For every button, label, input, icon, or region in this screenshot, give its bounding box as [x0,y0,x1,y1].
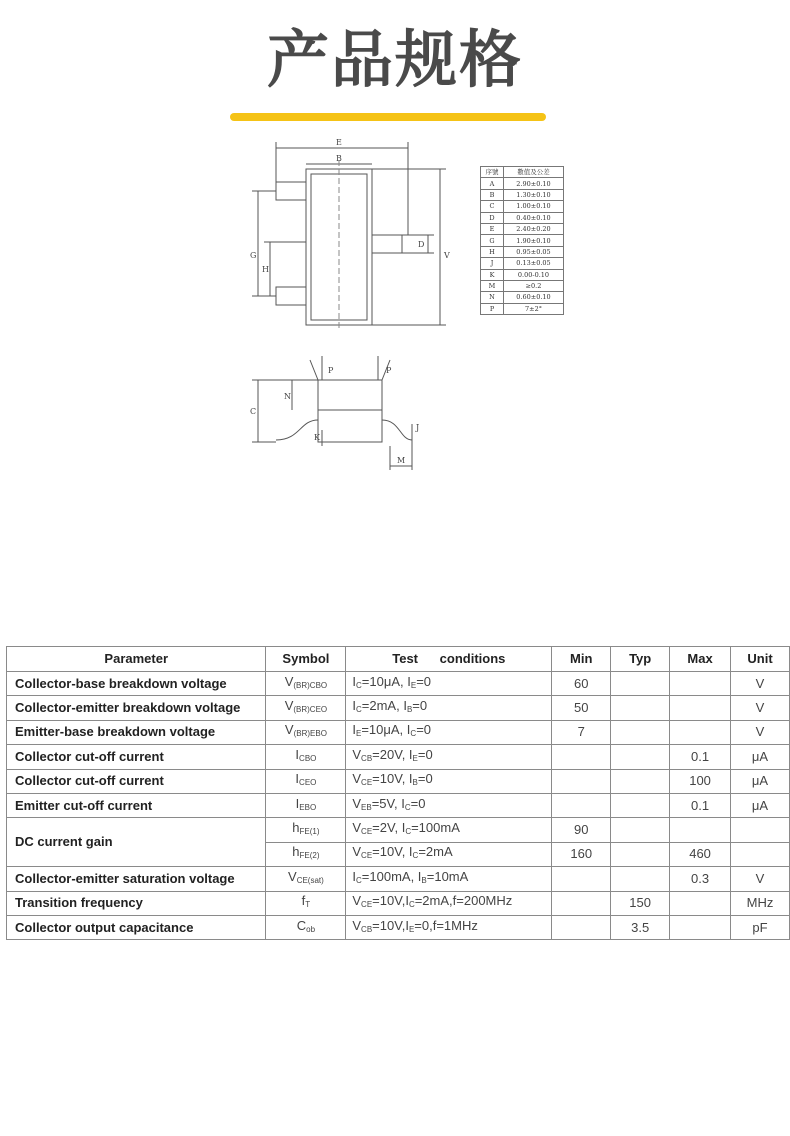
label-d: D [418,240,425,249]
symbol-cell [266,672,346,696]
table-row [7,769,790,793]
test-conditions-cell [346,793,552,817]
symbol-base: V [284,698,294,714]
parameter-cell: Collector cut-off current [7,745,266,769]
dimension-value: 2.40±0.20 [504,223,564,234]
symbol-base: h [292,844,300,860]
min-cell [552,915,611,939]
cond-part: V [352,893,362,909]
unit-cell: V [731,696,790,720]
dimension-value: ≥0.2 [504,280,564,291]
symbol-cell [266,818,346,842]
min-cell [552,793,611,817]
spec-table [6,646,790,940]
header-symbol: Symbol [266,647,346,672]
parameter-cell: Emitter-base breakdown voltage [7,720,266,744]
symbol-subscript: (BR)CBO [293,680,328,690]
cond-part: =0,f=1MHz [414,917,478,933]
table-row [7,672,790,696]
dimension-index: E [481,223,504,234]
dimension-row [481,246,564,257]
dimension-value: 0.00-0.10 [504,269,564,280]
dimension-row [481,292,564,303]
label-g: G [250,251,257,260]
cond-part: =0 [412,698,428,714]
cond-subscript: CE [361,827,373,837]
max-cell [670,696,731,720]
parameter-cell: Collector output capacitance [7,915,266,939]
cond-part: =100mA, I [361,868,422,884]
parameter-cell: Collector-base breakdown voltage [7,672,266,696]
cond-subscript: C [408,900,415,910]
max-cell [670,672,731,696]
max-cell: 0.3 [670,867,731,891]
unit-cell: pF [731,915,790,939]
cond-part: V [352,771,362,787]
symbol-base: I [295,771,300,787]
dimension-index: C [481,201,504,212]
cond-part: V [352,795,362,811]
symbol-subscript: CE(sat) [296,875,324,885]
min-cell [552,745,611,769]
cond-subscript: B [406,705,413,715]
parameter-cell: Transition frequency [7,891,266,915]
symbol-subscript: EBO [299,802,317,812]
dimension-value: 2.90±0.10 [504,178,564,189]
parameter-cell: Emitter cut-off current [7,793,266,817]
dimension-row [481,212,564,223]
unit-cell: μA [731,745,790,769]
symbol-subscript: (BR)CEO [293,705,328,715]
dimension-index: B [481,189,504,200]
label-k: K [314,433,320,442]
label-p-right: P [386,366,392,375]
label-j: J [416,423,420,432]
symbol-cell [266,842,346,866]
lead-side-left [276,420,318,440]
symbol-base: V [284,722,294,738]
label-v: V [444,251,450,260]
cond-subscript: C [412,851,419,861]
symbol-base: I [295,795,300,811]
dimension-index: A [481,178,504,189]
symbol-base: C [296,917,307,933]
unit-cell: MHz [731,891,790,915]
spec-rows [7,672,790,940]
symbol-cell [266,867,346,891]
cond-part: I [352,722,356,738]
lead-left-bottom [276,287,306,305]
cond-part: I [352,673,356,689]
cond-part: V [352,917,362,933]
min-cell: 50 [552,696,611,720]
dimension-value: 0.95±0.05 [504,246,564,257]
header-unit: Unit [731,647,790,672]
typ-cell [611,842,670,866]
table-row [7,793,790,817]
symbol-subscript: T [305,900,311,910]
cond-part: =10mA [426,868,469,884]
header-test-conditions: Test conditions [346,647,552,672]
cond-subscript: E [408,924,415,934]
lead-left-top [276,182,306,200]
typ-cell [611,672,670,696]
symbol-subscript: CBO [299,753,317,763]
dimension-index: J [481,258,504,269]
dimension-value: 0.60±0.10 [504,292,564,303]
test-conditions-cell [346,769,552,793]
cond-part: =10V,I [372,917,409,933]
cond-part: =0 [410,795,426,811]
typ-cell [611,745,670,769]
typ-cell [611,720,670,744]
table-row [7,915,790,939]
min-cell: 160 [552,842,611,866]
cond-part: =0 [416,673,432,689]
cond-part: I [352,698,356,714]
cond-subscript: B [412,778,418,788]
symbol-cell [266,793,346,817]
cond-subscript: CE [361,778,373,788]
dimension-row [481,280,564,291]
test-conditions-cell [346,672,552,696]
min-cell: 60 [552,672,611,696]
typ-cell [611,793,670,817]
cond-subscript: C [356,875,362,885]
dimension-index: K [481,269,504,280]
dimension-value: 0.40±0.10 [504,212,564,223]
dimension-value: 1.30±0.10 [504,189,564,200]
typ-cell: 3.5 [611,915,670,939]
cond-part: =10V, I [372,844,413,860]
symbol-subscript: (BR)EBO [293,729,327,739]
dimension-row [481,235,564,246]
parameter-cell: Collector cut-off current [7,769,266,793]
label-c: C [250,407,257,416]
symbol-subscript: ob [306,924,316,934]
label-n: N [284,392,291,401]
min-cell [552,867,611,891]
cond-part: =10μA, I [361,673,411,689]
dimension-index: P [481,303,504,314]
cond-part: =10V,I [372,893,409,909]
dimension-header-row [481,167,564,178]
table-row [7,818,790,842]
cond-part: =2mA,f=200MHz [414,893,513,909]
lead-side-right [382,420,412,440]
label-b: B [336,154,342,163]
unit-cell: V [731,672,790,696]
max-cell: 100 [670,769,731,793]
unit-cell: μA [731,769,790,793]
cond-part: =100mA [411,820,460,836]
test-conditions-cell [346,891,552,915]
cond-subscript: E [410,680,417,690]
parameter-cell: Collector-emitter breakdown voltage [7,696,266,720]
typ-cell [611,696,670,720]
cond-subscript: E [356,729,362,739]
symbol-subscript: CEO [299,778,317,788]
symbol-cell [266,696,346,720]
dimension-table [480,166,564,315]
symbol-base: f [301,893,306,909]
cond-part: =0 [417,746,433,762]
unit-cell: μA [731,793,790,817]
dimension-row [481,258,564,269]
dimension-rows [481,178,564,315]
test-conditions-cell [346,842,552,866]
typ-cell [611,818,670,842]
parameter-cell: DC current gain [7,818,266,867]
cond-part: =10μA, I [361,722,411,738]
symbol-base: V [284,673,294,689]
spec-header-row [7,647,790,672]
symbol-cell [266,745,346,769]
header-max: Max [670,647,731,672]
cond-part: V [352,746,362,762]
cond-part: =2mA, I [361,698,407,714]
dimension-row [481,189,564,200]
page-title: 产品规格 [266,23,523,96]
symbol-cell [266,891,346,915]
max-cell: 460 [670,842,731,866]
cond-subscript: B [421,875,427,885]
dimension-row [481,303,564,314]
cond-part: =0 [417,771,433,787]
test-conditions-cell [346,818,552,842]
table-row [7,720,790,744]
cond-subscript: C [356,680,362,690]
cond-subscript: CB [361,753,373,763]
test-conditions-cell [346,720,552,744]
max-cell [670,818,731,842]
dimension-index: N [481,292,504,303]
dimension-row [481,269,564,280]
dimension-value: 7±2° [504,303,564,314]
lead-right [372,235,402,253]
header-typ: Typ [611,647,670,672]
table-row [7,745,790,769]
typ-cell: 150 [611,891,670,915]
dimension-row [481,201,564,212]
dimension-value: 0.13±0.05 [504,258,564,269]
parameter-cell: Collector-emitter saturation voltage [7,867,266,891]
label-h: H [262,265,269,274]
symbol-cell [266,720,346,744]
cond-subscript: E [412,753,418,763]
unit-cell: V [731,867,790,891]
cond-part: =0 [416,722,432,738]
symbol-subscript: FE(1) [299,827,320,837]
test-conditions-cell [346,867,552,891]
cond-part: =5V, I [371,795,405,811]
label-m: M [397,456,406,465]
cond-subscript: CE [361,851,373,861]
cond-subscript: C [404,802,411,812]
symbol-subscript: FE(2) [299,851,320,861]
table-row [7,867,790,891]
cond-part: =20V, I [372,746,413,762]
cond-part: =10V, I [372,771,413,787]
symbol-base: I [295,746,300,762]
dimension-row [481,178,564,189]
symbol-base: V [288,868,297,884]
min-cell [552,891,611,915]
min-cell: 7 [552,720,611,744]
dimension-row [481,223,564,234]
max-cell: 0.1 [670,745,731,769]
test-conditions-cell [346,745,552,769]
typ-cell [611,769,670,793]
table-row [7,891,790,915]
max-cell [670,720,731,744]
label-e: E [336,138,342,147]
label-p-left: P [328,366,334,375]
test-conditions-cell [346,915,552,939]
max-cell [670,915,731,939]
cond-subscript: C [410,729,417,739]
header-min: Min [552,647,611,672]
min-cell: 90 [552,818,611,842]
unit-cell [731,818,790,842]
cond-subscript: EB [361,802,372,812]
unit-cell [731,842,790,866]
typ-cell [611,867,670,891]
package-side-body [318,380,382,442]
test-conditions-cell [346,696,552,720]
symbol-cell [266,915,346,939]
dimension-header-index: 序號 [481,167,504,178]
symbol-cell [266,769,346,793]
cond-part: I [352,868,356,884]
cond-part: V [352,820,362,836]
cond-part: V [352,844,362,860]
cond-subscript: CE [361,900,373,910]
dimension-header-value: 數值及公差 [504,167,564,178]
table-row [7,696,790,720]
dimension-value: 1.90±0.10 [504,235,564,246]
dimension-index: H [481,246,504,257]
max-cell: 0.1 [670,793,731,817]
dimension-index: G [481,235,504,246]
cond-subscript: C [356,705,362,715]
dimension-value: 1.00±0.10 [504,201,564,212]
cond-subscript: C [405,827,412,837]
cond-part: =2mA [418,844,453,860]
max-cell [670,891,731,915]
dimension-index: D [481,212,504,223]
cond-part: =2V, I [372,820,406,836]
package-drawing [0,0,790,480]
header-parameter: Parameter [7,647,266,672]
cond-subscript: CB [361,924,373,934]
unit-cell: V [731,720,790,744]
dimension-index: M [481,280,504,291]
min-cell [552,769,611,793]
symbol-base: h [292,820,300,836]
